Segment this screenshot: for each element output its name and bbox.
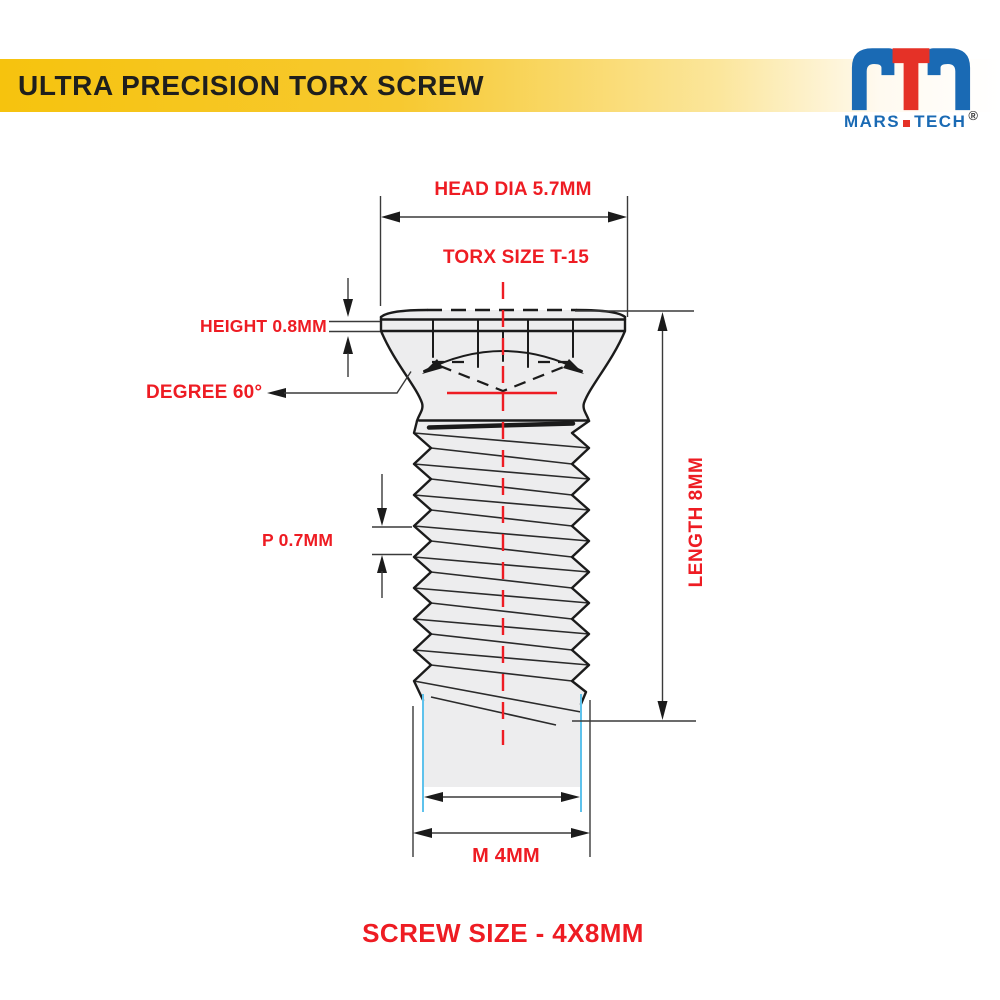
leader-degree xyxy=(267,372,411,399)
registered-mark: ® xyxy=(968,107,978,123)
head-dia-label: HEAD DIA 5.7MM xyxy=(434,179,592,200)
length-label: LENGTH 8MM xyxy=(686,456,707,588)
pitch-label: P 0.7MM xyxy=(262,530,334,550)
torx-size-label: TORX SIZE T-15 xyxy=(442,247,590,268)
height-label: HEIGHT 0.8MM xyxy=(200,316,327,336)
degree-label: DEGREE 60° xyxy=(146,382,263,403)
logo-word-tech: TECH xyxy=(914,112,967,131)
logo-word-mars: MARS xyxy=(844,112,901,131)
thread-size-label: M 4MM xyxy=(472,845,540,867)
screw-size-caption: SCREW SIZE - 4X8MM xyxy=(362,918,644,948)
page-title: ULTRA PRECISION TORX SCREW xyxy=(18,69,485,101)
dim-pitch xyxy=(372,474,412,598)
dim-head-height xyxy=(329,278,380,377)
